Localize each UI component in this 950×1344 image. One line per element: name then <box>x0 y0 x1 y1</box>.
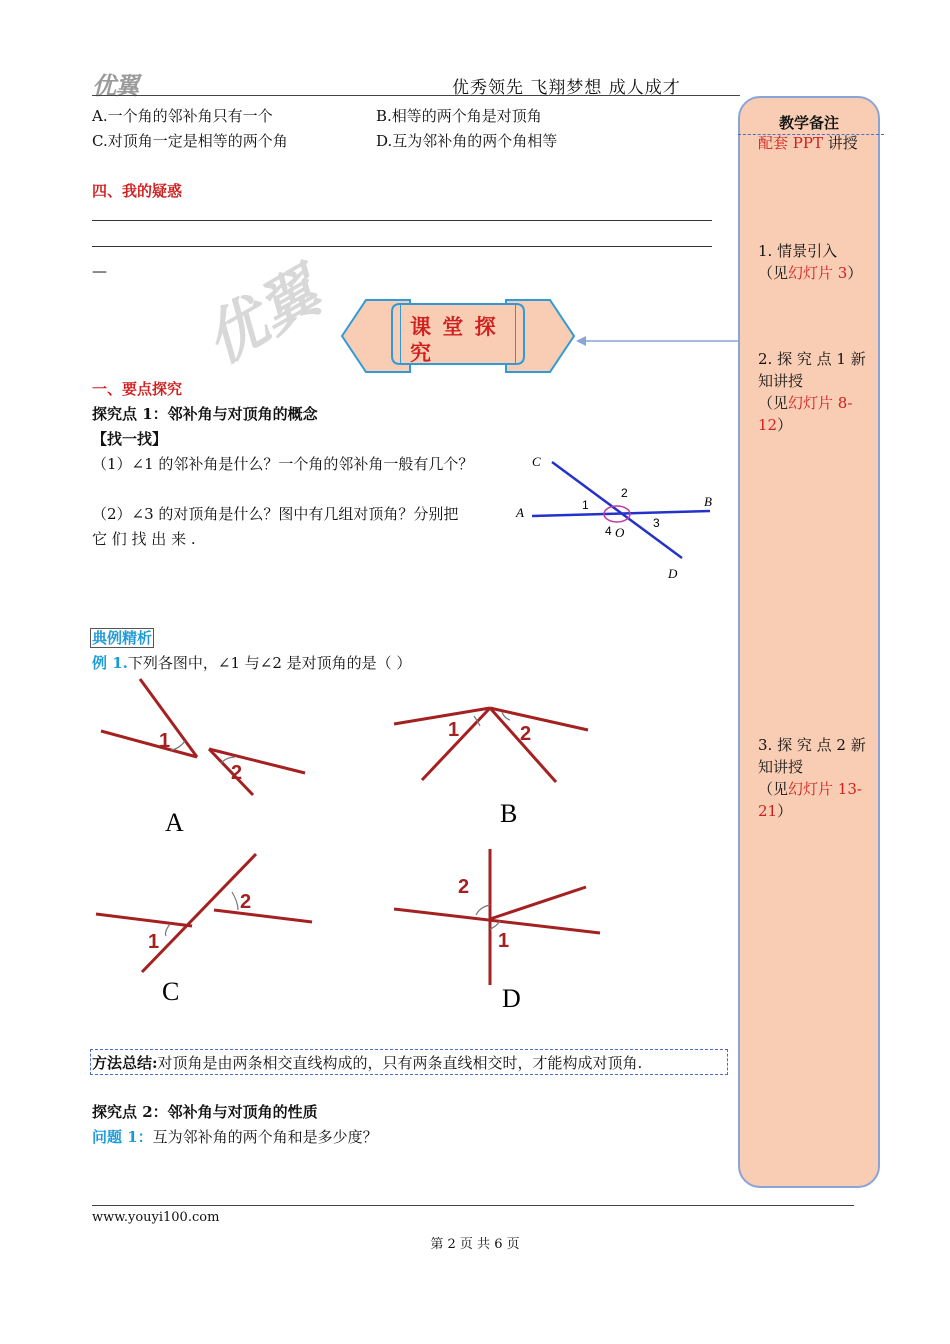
sidebar-item-2: 2. 探 究 点 1 新 知讲授 （见幻灯片 8- 12） <box>758 350 866 434</box>
question-1: （1）∠1 的邻补角是什么？一个角的邻补角一般有几个？ <box>92 455 474 473</box>
fig-d-angle-2: 2 <box>458 876 470 898</box>
label-c: C <box>532 454 541 469</box>
sidebar-title: 教学备注 <box>778 114 839 132</box>
fig-c-angle-2: 2 <box>240 891 252 913</box>
label-d: D <box>668 566 678 581</box>
figure-a <box>95 675 315 840</box>
banner-arrow <box>576 335 740 347</box>
method-text: 对顶角是由两条相交直线构成的，只有两条直线相交时，才能构成对顶角. <box>157 1054 643 1072</box>
fig-a-angle-1: 1 <box>159 730 171 752</box>
watermark-logo: 优翼 <box>193 257 332 378</box>
fig-b-angle-1: 1 <box>448 719 460 741</box>
label-a: A <box>516 505 524 520</box>
point2-title: 探究点 2：邻补角与对顶角的性质 <box>92 1103 318 1121</box>
figure-c <box>92 850 317 1008</box>
label-angle-2: 2 <box>621 486 628 500</box>
fig-b-angle-2: 2 <box>520 723 532 745</box>
section-doubts-title: 四、我的疑惑 <box>92 182 183 200</box>
fig-d-angle-1: 1 <box>498 930 510 952</box>
fig-c-letter: C <box>162 977 180 1006</box>
answer-line-1 <box>92 220 712 221</box>
question1-label: 问题 1： <box>92 1128 153 1146</box>
header-divider <box>92 95 740 96</box>
fig-d-letter: D <box>502 984 521 1013</box>
point1-title: 探究点 1：邻补角与对顶角的概念 <box>92 405 318 423</box>
find-heading: 【找一找】 <box>92 430 168 448</box>
option-c: C.对顶角一定是相等的两个角 <box>92 132 288 150</box>
line-cd <box>552 462 682 558</box>
method-label: 方法总结: <box>92 1054 158 1072</box>
answer-line-3: — <box>92 262 107 280</box>
figure-d <box>390 845 610 1015</box>
example-label: 例 1. <box>92 654 128 672</box>
option-d: D.互为邻补角的两个角相等 <box>376 132 558 150</box>
label-angle-4: 4 <box>605 524 612 538</box>
example-tag: 典例精析 <box>92 629 153 647</box>
sidebar-subtitle: 配套 PPT 讲授 <box>758 134 858 152</box>
footer-divider <box>92 1205 854 1206</box>
page-number: 第 2 页 共 6 页 <box>430 1237 520 1252</box>
fig-b-letter: B <box>500 799 518 828</box>
banner-title: 课 堂 探 究 <box>410 315 498 365</box>
fig-c-angle-1: 1 <box>148 931 160 953</box>
label-angle-1: 1 <box>582 498 589 512</box>
example-text: 下列各图中，∠1 与∠2 是对顶角的是（ ） <box>127 654 412 672</box>
header-logo: 优翼 <box>92 72 138 100</box>
sidebar-item-1: 1. 情景引入 （见幻灯片 3） <box>758 242 863 282</box>
label-b: B <box>704 494 712 509</box>
teaching-notes-sidebar <box>738 96 880 1188</box>
fig-a-angle-2: 2 <box>231 762 243 784</box>
question-2-line1: （2）∠3 的对顶角是什么？图中有几组对顶角？分别把 <box>92 505 459 523</box>
question1-text: 互为邻补角的两个角和是多少度？ <box>152 1128 378 1146</box>
footer-url[interactable]: www.youyi100.com <box>92 1210 220 1225</box>
sidebar-item-3: 3. 探 究 点 2 新 知讲授 （见幻灯片 13- 21） <box>758 736 866 820</box>
fig-a-letter: A <box>165 808 184 837</box>
header-motto: 优秀领先 飞翔梦想 成人成才 <box>452 78 681 98</box>
question-2-line2: 它 们 找 出 来 . <box>92 530 196 548</box>
answer-line-2 <box>92 246 712 247</box>
intersecting-lines-figure <box>512 450 722 585</box>
option-a: A.一个角的邻补角只有一个 <box>92 107 273 125</box>
label-o: O <box>615 525 625 540</box>
label-angle-3: 3 <box>653 516 660 530</box>
option-b: B.相等的两个角是对顶角 <box>376 107 542 125</box>
figure-b <box>390 700 590 830</box>
section-explore-title: 一、要点探究 <box>92 380 183 398</box>
